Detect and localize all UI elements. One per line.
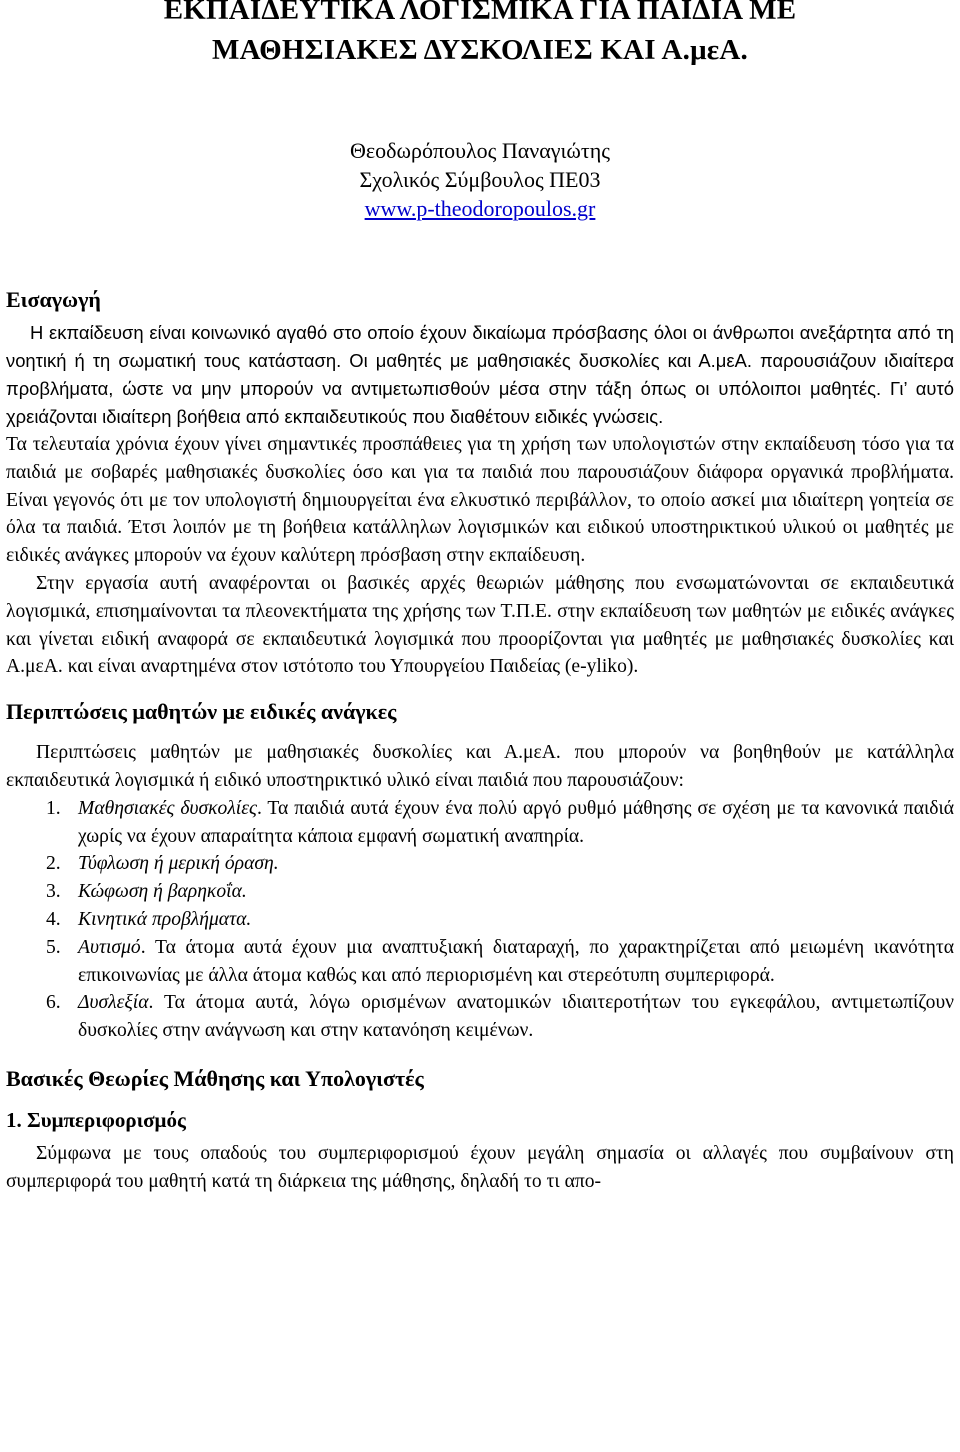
cases-list (6, 795, 954, 1045)
list-item: 1. Μαθησιακές δυσκολίες. Τα παιδιά αυτά έχουν ένα πολύ αργό ρυθμό μάθησης σε σχέση με τα κανονικά παιδιά χωρίς να έχουν απαραίτητα κάποια εμφανή σωματική αναπηρία. (46, 797, 955, 847)
theories-heading: Βασικές Θεωρίες Μάθησης και Υπολογιστές (6, 1065, 424, 1091)
behaviorism-heading: 1. Συμπεριφορισμός (6, 1107, 186, 1132)
list-item: 3. Κώφωση ή βαρηκοΐα. (46, 881, 247, 903)
list-item: 6. Δυσλεξία. Τα άτομα αυτά, λόγω ορισμένων ανατομικών ιδιαιτεροτήτων του εγκεφάλου, αντιμετωπίζουν δυσκολίες στην ανάγνωση και στην κατανόηση κειμένων. (46, 992, 954, 1042)
list-item: 2. Τύφλωση ή μερική όραση. (46, 853, 279, 875)
author-name: Θεοδωρόπουλος Παναγιώτης (350, 138, 610, 163)
intro-heading: Εισαγωγή (6, 287, 101, 312)
document-title (6, 0, 954, 70)
intro-paragraph-2: Τα τελευταία χρόνια έχουν γίνει σημαντικές προσπάθειες για τη χρήση των υπολογιστών στην εκπαίδευση τόσο για τα παιδιά με σοβαρές μαθησιακές δυσκολίες όσο και για τα παιδιά που παρουσιάζουν διάφορα οργανικά προβλήματα. Είναι γεγονός ότι με τον υπολογιστή δημιουργείται ένα ελκυστικό περιβάλλον, το οποίο ασκεί μια ιδιαίτερη γοητεία σε όλα τα παιδιά. Έτσι λοιπόν με τη βοήθεια κατάλληλων λογισμικών και ειδικού υποστηρικτικού υλικού οι μαθητές με ειδικές ανάγκες μπορούν να έχουν καλύτερη πρόσβαση στην εκπαίδευση. (6, 434, 954, 567)
intro-paragraph-3: Στην εργασία αυτή αναφέρονται οι βασικές αρχές θεωριών μάθησης που ενσωματώνονται σε εκπαιδευτικά λογισμικά, επισημαίνονται τα πλεονεκτήματα της χρήσης των Τ.Π.Ε. στην εκπαίδευση των μαθητών με ειδικές ανάγκες και γίνεται ειδική αναφορά σε εκπαιδευτικά λογισμικά που προορίζονται για μαθητές με μαθησιακές δυσκολίες και Α.μεΑ. και είναι αναρτημένα στον ιστότοπο του Υπουργείου Παιδείας (e-yliko). (6, 572, 954, 678)
cases-heading: Περιπτώσεις μαθητών με ειδικές ανάγκες (6, 699, 397, 725)
intro-paragraph-1: Η εκπαίδευση είναι κοινωνικό αγαθό στο οποίο έχουν δικαίωμα πρόσβασης όλοι οι άνθρωποι ανεξάρτητα από τη νοητική ή τη σωματική τους κατάσταση. Οι μαθητές με μαθησιακές δυσκολίες και Α.μεΑ. παρουσιάζουν ιδιαίτερα προβλήματα, ώστε να μην μπορούν να αντιμετωπισθούν μέσα στην τάξη όπως οι υπόλοιποι μαθητές. Γι’ αυτό χρειάζονται ιδιαίτερη βοήθεια από εκπαιδευτικούς που διαθέτουν ειδικές γνώσεις. (6, 322, 954, 427)
cases-intro: Περιπτώσεις μαθητών με μαθησιακές δυσκολίες και Α.μεΑ. που μπορούν να βοηθηθούν με κατάλληλα εκπαιδευτικά λογισμικά ή ειδικό υποστηρικτικό υλικό είναι παιδιά που παρουσιάζουν: (6, 742, 954, 791)
website-link[interactable]: www.p-theodoropoulos.gr (364, 196, 596, 221)
list-item: 5. Αυτισμό. Τα άτομα αυτά έχουν μια αναπτυξιακή διαταραχή, πο χαρακτηρίζεται από μειωμένη ικανότητα επικοινωνίας με άλλα άτομα καθώς και από περιορισμένη και στερεότυπη συμπεριφορά. (46, 936, 954, 986)
author-role: Σχολικός Σύμβουλος ΠΕ03 (359, 167, 601, 192)
behaviorism-paragraph: Σύμφωνα με τους οπαδούς του συμπεριφορισμού έχουν μεγάλη σημασία οι αλλαγές που συμβαίνουν στη συμπεριφορά του μαθητή κατά τη διάρκεια της μάθησης, δηλαδή το τι απο- (6, 1142, 954, 1192)
title-line-1: ΕΚΠΑΙΔΕΥΤΙΚΑ ΛΟΓΙΣΜΙΚΑ ΓΙΑ ΠΑΙΔΙΑ ΜΕ (163, 0, 797, 26)
author-block (6, 136, 954, 223)
list-item: 4. Κινητικά προβλήματα. (46, 908, 252, 930)
title-line-2: ΜΑΘΗΣΙΑΚΕΣ ΔΥΣΚΟΛΙΕΣ ΚΑΙ Α.μεΑ. (212, 34, 748, 66)
